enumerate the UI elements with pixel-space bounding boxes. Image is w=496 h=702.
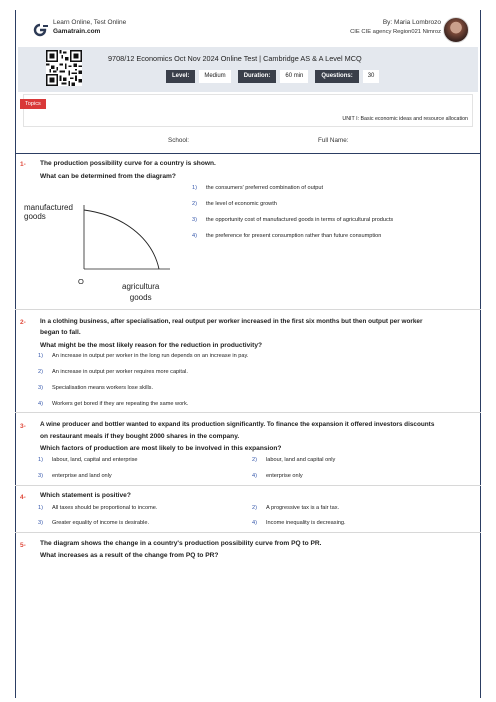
q3-option-1[interactable]	[38, 457, 138, 463]
ppc-diagram	[22, 197, 202, 303]
ppc-y-label-line2: goods	[24, 212, 46, 221]
ppc-curve	[84, 210, 159, 269]
topics-tag: Topics	[20, 99, 46, 109]
page-title: 9708/12 Economics Oct Nov 2024 Online Test | Cambridge AS & A Level MCQ	[108, 54, 362, 63]
questions-label: Questions:	[315, 70, 358, 83]
q3-option-2[interactable]	[252, 457, 335, 463]
topics-text: UNIT I: Basic economic ideas and resource allocation	[342, 116, 468, 122]
q2-option-4-number: 4)	[38, 401, 43, 407]
q2-option-2-number: 2)	[38, 369, 43, 375]
q3-option-4[interactable]	[252, 473, 303, 479]
q4-option-4-number: 4)	[252, 520, 257, 526]
q3-option-2-text: labour, land and capital only	[266, 457, 336, 463]
duration-value: 60 min	[280, 70, 308, 83]
questions-value: 30	[363, 70, 380, 83]
q1-option-1-number: 1)	[192, 185, 197, 191]
q1-option-2-text: the level of economic growth	[206, 201, 277, 207]
question-2-prompt: What might be the most likely reason for the reduction in productivity?	[40, 342, 263, 349]
page-header	[15, 12, 481, 46]
question-5-stem: The diagram shows the change in a country's production possibility curve from PQ to PR.	[40, 540, 322, 547]
question-2-stem-cont: began to fall.	[40, 329, 81, 336]
question-1-stem: The production possibility curve for a country is shown.	[40, 160, 216, 167]
q1-option-4-text: the preference for present consumption rather than future consumption	[206, 233, 382, 239]
level-value: Medium	[199, 70, 230, 83]
question-4-number: 4-	[20, 494, 26, 501]
qr-code-icon	[46, 50, 82, 86]
q4-option-1[interactable]	[38, 505, 157, 511]
question-1-number: 1-	[20, 161, 26, 168]
ppc-x-label	[122, 281, 159, 303]
q1-option-1[interactable]	[192, 185, 323, 191]
q4-option-2-text: A progressive tax is a fair tax.	[266, 505, 340, 511]
q2-option-2[interactable]	[38, 369, 188, 375]
title-band	[18, 47, 478, 92]
question-3-stem-cont: on restaurant meals if they bought 2000 shares in the company.	[40, 433, 240, 440]
q3-option-1-text: labour, land, capital and enterprise	[52, 457, 138, 463]
question-4-stem: Which statement is positive?	[40, 492, 131, 499]
question-3-prompt: Which factors of production are most likely to be involved in this expansion?	[40, 445, 282, 452]
q4-option-3-text: Greater equality of income is desirable.	[52, 520, 150, 526]
q1-option-4-number: 4)	[192, 233, 197, 239]
school-field-label: School:	[168, 137, 190, 144]
author-affiliation: CIE CIE agency Region021 Nimroz	[350, 29, 441, 35]
q3-option-3-text: enterprise and land only	[52, 473, 112, 479]
q3-option-4-number: 4)	[252, 473, 257, 479]
avatar	[443, 17, 469, 43]
q1-option-2[interactable]	[192, 201, 277, 207]
ppc-y-label	[24, 203, 73, 221]
question-2-stem: In a clothing business, after specialisation, real output per worker increased in the first six months but then output per worker	[40, 318, 423, 325]
level-label: Level:	[166, 70, 195, 83]
q1-option-4[interactable]	[192, 233, 381, 239]
topics-box	[23, 94, 473, 127]
q1-option-1-text: the consumers' preferred combination of output	[206, 185, 324, 191]
q4-option-4-text: Income inequality is decreasing.	[266, 520, 346, 526]
q4-option-1-text: All taxes should be proportional to income.	[52, 505, 158, 511]
test-meta-row	[166, 70, 382, 83]
question-separator	[15, 485, 481, 486]
question-separator	[15, 309, 481, 310]
q3-option-3[interactable]	[38, 473, 112, 479]
question-separator	[15, 412, 481, 413]
q4-option-4[interactable]	[252, 520, 346, 526]
site-name-link[interactable]: Gamatrain.com	[53, 28, 101, 35]
ppc-x-label-line1: agricultura	[122, 282, 160, 291]
q2-option-1[interactable]	[38, 353, 248, 359]
question-5-prompt: What increases as a result of the change from PQ to PR?	[40, 552, 219, 559]
q2-option-4[interactable]	[38, 401, 188, 407]
q1-option-3[interactable]	[192, 217, 393, 223]
full-name-field-label: Full Name:	[318, 137, 349, 144]
q4-option-3-number: 3)	[38, 520, 43, 526]
q1-option-2-number: 2)	[192, 201, 197, 207]
q2-option-3-text: Specialisation means workers lose skills.	[52, 385, 154, 391]
ppc-y-label-line1: manufactured	[24, 203, 73, 212]
site-tagline: Learn Online, Test Online	[53, 19, 127, 26]
q1-option-3-text: the opportunity cost of manufactured goods in terms of agricultural products	[206, 217, 394, 223]
question-separator	[15, 532, 481, 533]
q2-option-2-text: An increase in output per worker requires more capital.	[52, 369, 188, 375]
question-3-stem: A wine producer and bottler wanted to expand its production significantly. To finance the expansion it offered investors discounts	[40, 421, 435, 428]
q3-option-2-number: 2)	[252, 457, 257, 463]
q2-option-3[interactable]	[38, 385, 153, 391]
q3-option-3-number: 3)	[38, 473, 43, 479]
q1-option-3-number: 3)	[192, 217, 197, 223]
question-1-prompt: What can be determined from the diagram?	[40, 173, 176, 180]
q4-option-1-number: 1)	[38, 505, 43, 511]
q3-option-4-text: enterprise only	[266, 473, 303, 479]
ppc-x-label-line2: goods	[129, 293, 152, 302]
q3-option-1-number: 1)	[38, 457, 43, 463]
gamatrain-logo-icon	[31, 23, 49, 37]
q2-option-3-number: 3)	[38, 385, 43, 391]
header-divider	[15, 153, 481, 154]
q2-option-1-number: 1)	[38, 353, 43, 359]
q4-option-3[interactable]	[38, 520, 149, 526]
q4-option-2-number: 2)	[252, 505, 257, 511]
ppc-origin-label: O	[78, 277, 84, 286]
duration-label: Duration:	[238, 70, 277, 83]
q4-option-2[interactable]	[252, 505, 339, 511]
q2-option-1-text: An increase in output per worker in the long run depends on an increase in pay.	[52, 353, 249, 359]
q2-option-4-text: Workers get bored if they are repeating the same work.	[52, 401, 189, 407]
question-3-number: 3-	[20, 423, 26, 430]
author-name: By: Maria Lombrozo	[382, 19, 441, 26]
question-5-number: 5-	[20, 542, 26, 549]
question-2-number: 2-	[20, 319, 26, 326]
